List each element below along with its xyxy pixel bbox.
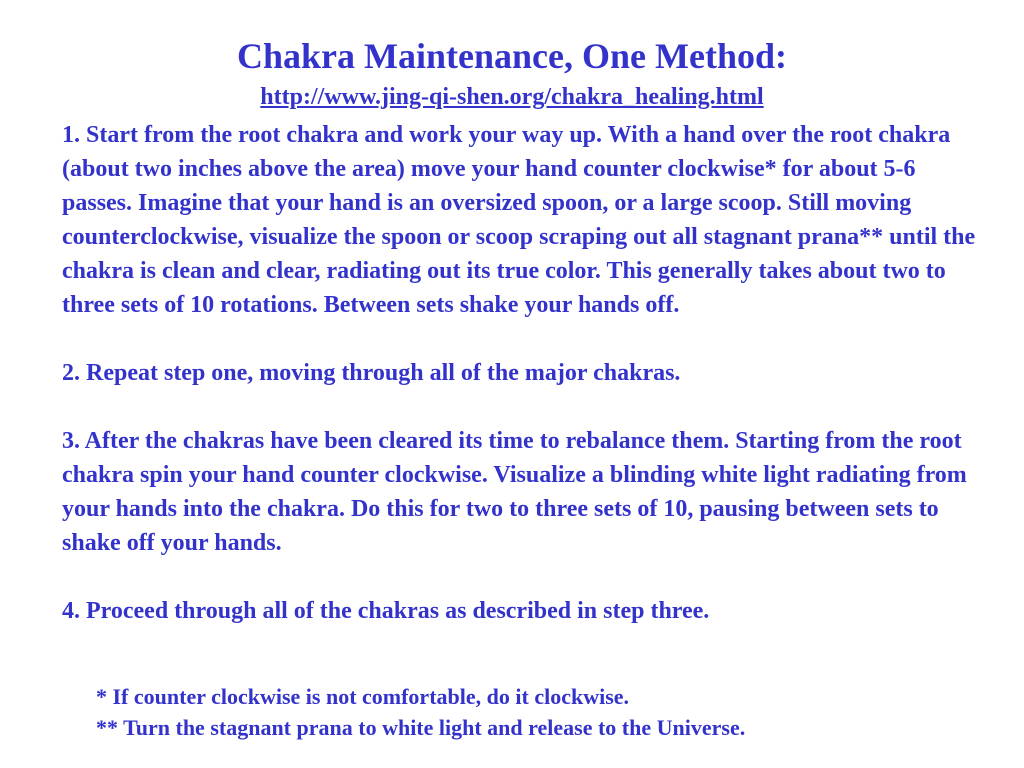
footnotes — [96, 681, 996, 743]
paragraph-spacer — [62, 390, 982, 424]
paragraph-spacer — [62, 322, 982, 356]
source-link[interactable]: http://www.jing-qi-shen.org/chakra_healing.html — [260, 84, 764, 110]
steps-list — [62, 118, 982, 628]
step-2: 2. Repeat step one, moving through all of the major chakras. — [62, 360, 681, 386]
paragraph-spacer — [62, 560, 982, 594]
footnote-2: ** Turn the stagnant prana to white light and release to the Universe. — [96, 715, 746, 740]
step-3: 3. After the chakras have been cleared its time to rebalance them. Starting from the root chakra spin your hand counter clockwise. Visualize a blinding white light radiating from your hands into the chakra. Do this for two to three sets of 10, pausing between sets to shake off your hands. — [62, 428, 967, 556]
step-1: 1. Start from the root chakra and work your way up. With a hand over the root chakra (about two inches above the area) move your hand counter clockwise* for about 5-6 passes. Imagine that your hand is an oversized spoon, or a large scoop. Still moving counterclockwise, visualize the spoon or scoop scraping out all stagnant prana** until the chakra is clean and clear, radiating out its true color. This generally takes about two to three sets of 10 rotations. Between sets shake your hands off. — [62, 122, 976, 318]
step-4: 4. Proceed through all of the chakras as described in step three. — [62, 598, 710, 624]
slide-title: Chakra Maintenance, One Method: — [237, 36, 787, 76]
footnote-1: * If counter clockwise is not comfortable, do it clockwise. — [96, 684, 630, 709]
